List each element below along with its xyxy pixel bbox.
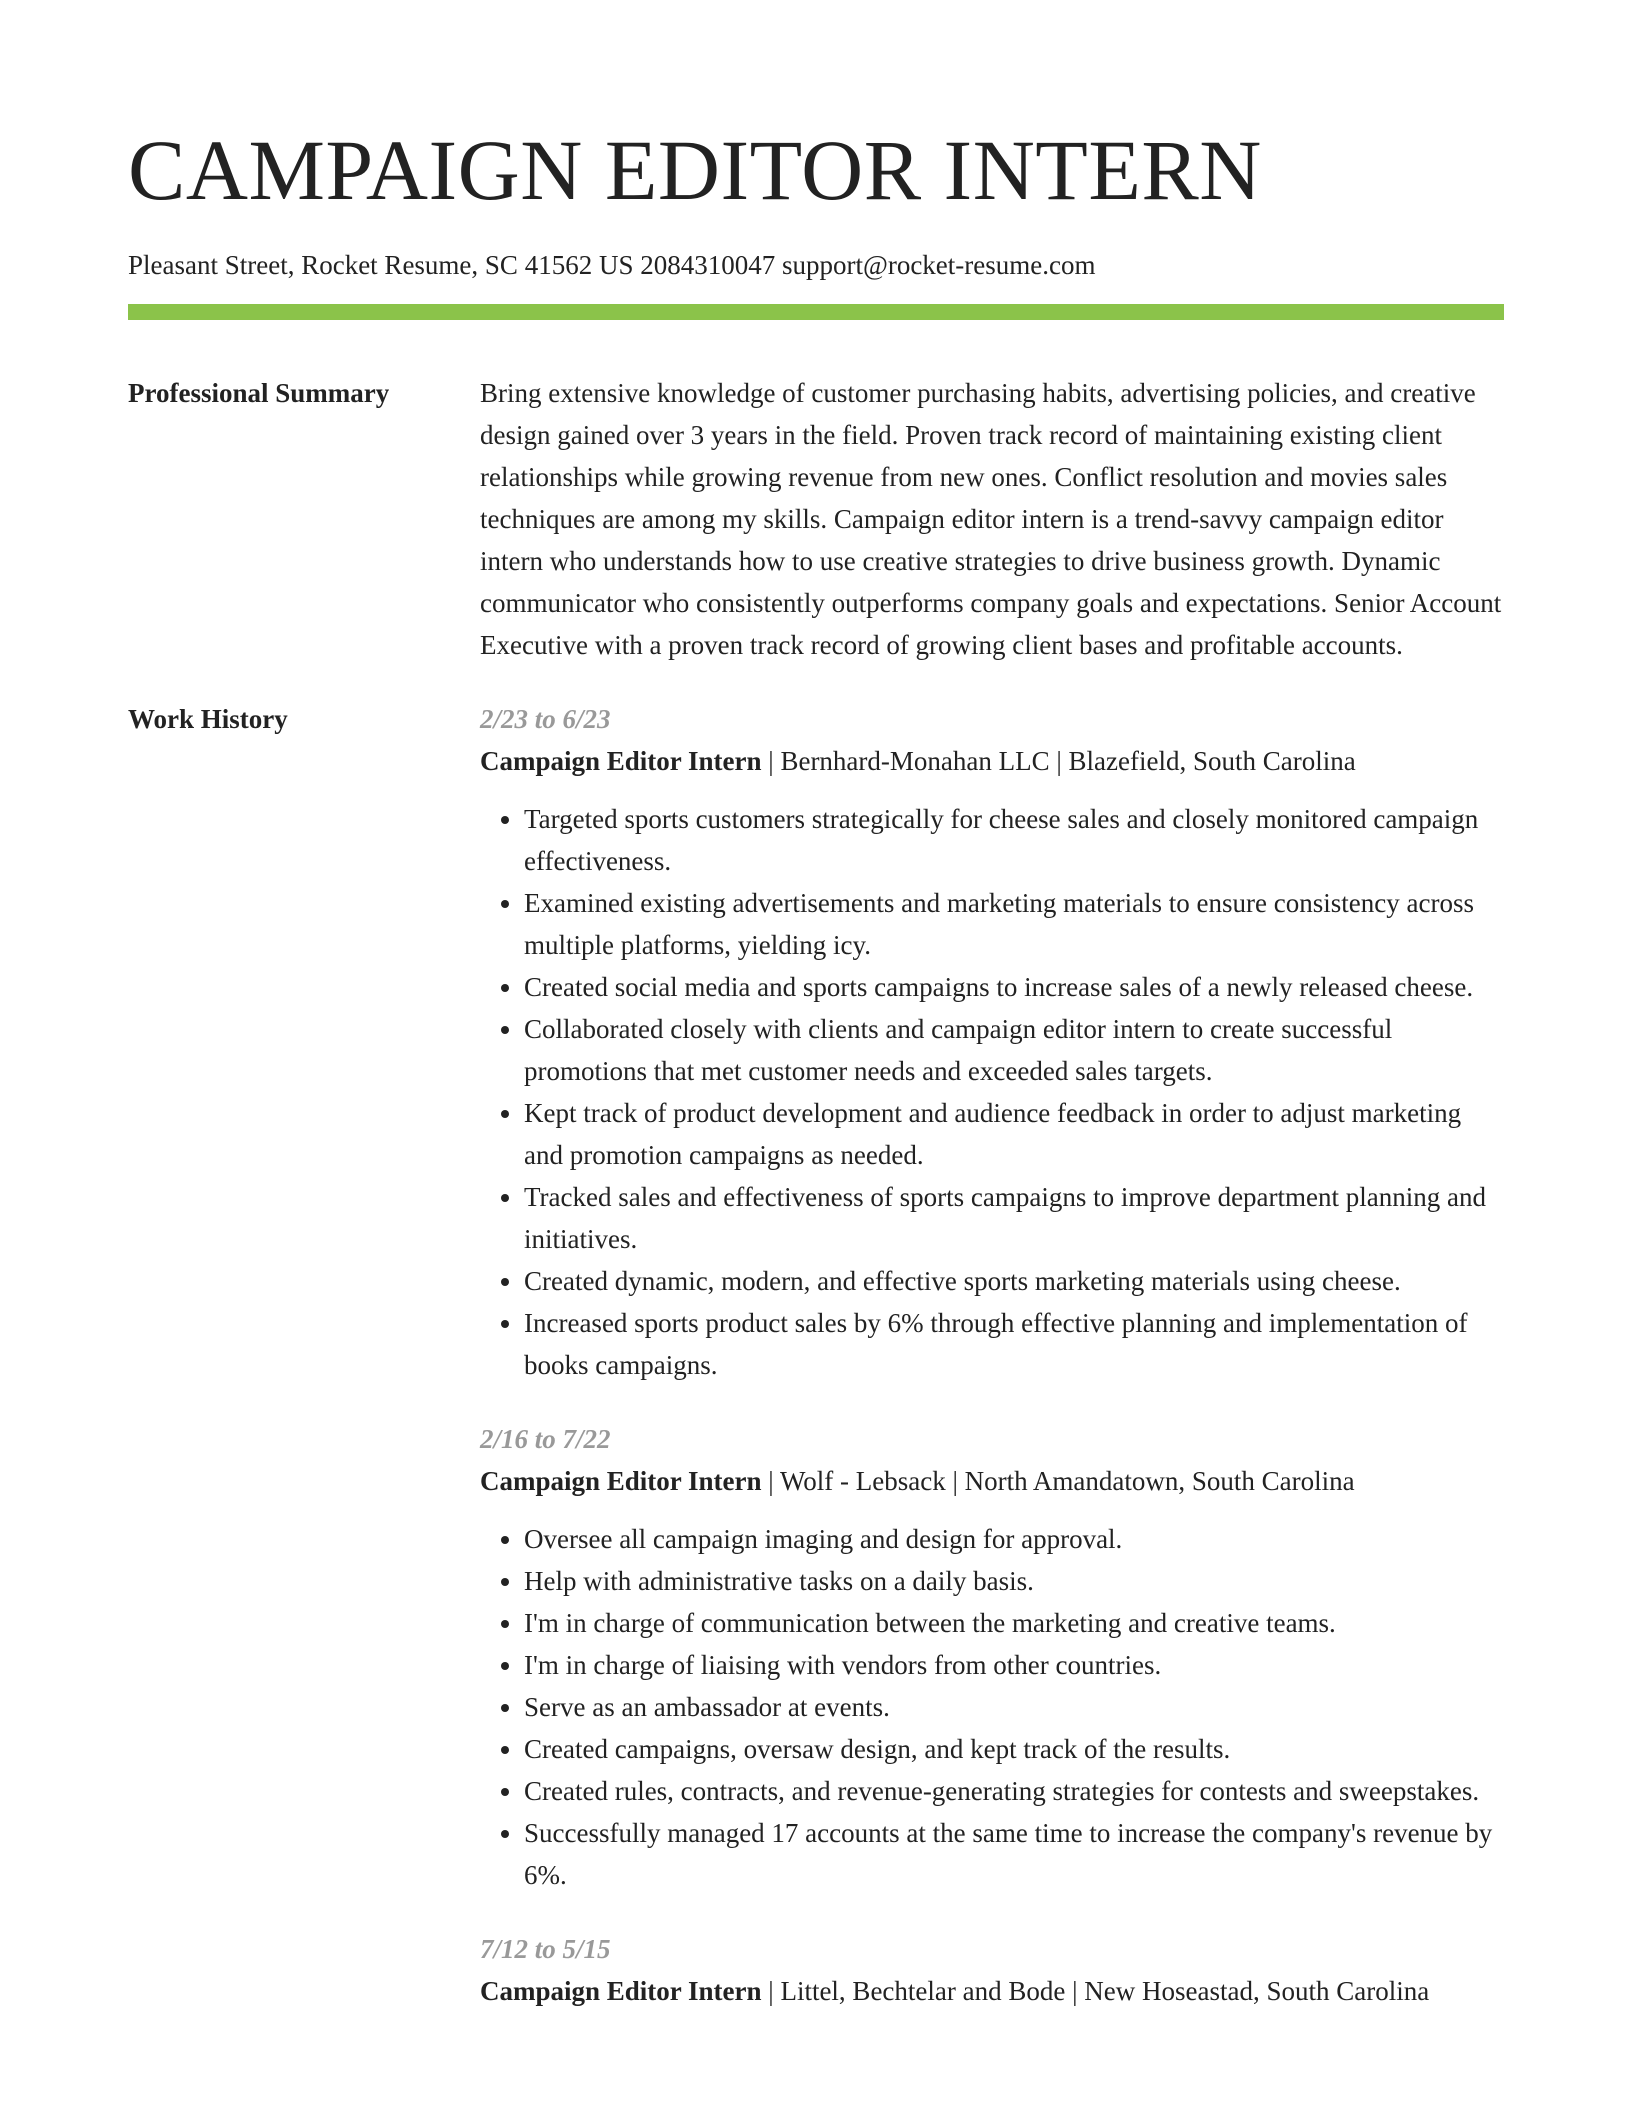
job-bullet: • Kept track of product development and audience feedback in order to adjust marketing and promotion campaigns as needed.: [524, 1092, 1504, 1176]
job-bullet: • Increased sports product sales by 6% through effective planning and implementation of books campaigns.: [524, 1302, 1504, 1386]
job-bullet: • Tracked sales and effectiveness of sports campaigns to improve department planning and initiatives.: [524, 1176, 1504, 1260]
job-separator: |: [1065, 1976, 1085, 2006]
job-title: Campaign Editor Intern: [480, 1466, 762, 1496]
job-bullet-list: [480, 1518, 1504, 1896]
job-bullet: • Created dynamic, modern, and effective sports marketing materials using cheese.: [524, 1260, 1504, 1302]
job-dates: 7/12 to 5/15: [480, 1934, 611, 1964]
job-company: Bernhard-Monahan LLC: [780, 746, 1050, 776]
job-header: [480, 1970, 1504, 2012]
job-dates: 2/16 to 7/22: [480, 1424, 611, 1454]
section-label-work-history: Work History: [128, 704, 288, 734]
job-bullet: • Collaborated closely with clients and campaign editor intern to create successful promotions that met customer needs and exceeded sales targets.: [524, 1008, 1504, 1092]
job-bullet: • I'm in charge of communication between the marketing and creative teams.: [524, 1602, 1504, 1644]
job-entry: [480, 1418, 1504, 1896]
job-separator: |: [761, 1976, 781, 2006]
accent-rule: [128, 304, 1504, 320]
section-label-summary: Professional Summary: [128, 378, 390, 408]
job-separator: |: [1049, 746, 1069, 776]
job-location: New Hoseastad, South Carolina: [1084, 1976, 1430, 2006]
job-location: Blazefield, South Carolina: [1068, 746, 1356, 776]
job-company: Wolf - Lebsack: [779, 1466, 946, 1496]
job-bullet: • Created campaigns, oversaw design, and kept track of the results.: [524, 1728, 1504, 1770]
job-bullet: • Targeted sports customers strategically for cheese sales and closely monitored campaign effectiveness.: [524, 798, 1504, 882]
summary-text: Bring extensive knowledge of customer purchasing habits, advertising policies, and creative design gained over 3 years in the field. Proven track record of maintaining existing client relationships while growing revenue from new ones. Conflict resolution and movies sales techniques are among my skills. Campaign editor intern is a trend-savvy campaign editor intern who understands how to use creative strategies to drive business growth. Dynamic communicator who consistently outperforms company goals and expectations. Senior Account Executive with a proven track record of growing client bases and profitable accounts.: [480, 378, 1502, 660]
job-bullet: • Created rules, contracts, and revenue-generating strategies for contests and sweepstakes.: [524, 1770, 1504, 1812]
job-title: Campaign Editor Intern: [480, 746, 762, 776]
job-bullet-list: [480, 798, 1504, 1386]
job-separator: |: [761, 746, 781, 776]
job-bullet: • Examined existing advertisements and marketing materials to ensure consistency across multiple platforms, yielding icy.: [524, 882, 1504, 966]
resume-name: CAMPAIGN EDITOR INTERN: [128, 122, 1262, 218]
resume-page: [128, 0, 1504, 2044]
job-bullet: • Help with administrative tasks on a daily basis.: [524, 1560, 1504, 1602]
contact-line: Pleasant Street, Rocket Resume, SC 41562 US 2084310047 support@rocket-resume.com: [128, 250, 1096, 280]
job-bullet: • Serve as an ambassador at events.: [524, 1686, 1504, 1728]
job-dates: 2/23 to 6/23: [480, 704, 611, 734]
job-entry: [480, 698, 1504, 1386]
professional-summary-section: [128, 372, 1504, 666]
job-title: Campaign Editor Intern: [480, 1976, 762, 2006]
work-history-section: [128, 698, 1504, 2044]
job-separator: |: [945, 1466, 965, 1496]
job-header: [480, 1460, 1504, 1502]
job-entry: [480, 1928, 1504, 2012]
work-history-body: [480, 698, 1504, 2044]
job-bullet: • Created social media and sports campaigns to increase sales of a newly released cheese.: [524, 966, 1504, 1008]
summary-body: [480, 372, 1504, 666]
job-location: North Amandatown, South Carolina: [964, 1466, 1355, 1496]
job-company: Littel, Bechtelar and Bode: [780, 1976, 1066, 2006]
job-bullet: • Oversee all campaign imaging and design for approval.: [524, 1518, 1504, 1560]
job-header: [480, 740, 1504, 782]
job-bullet: • I'm in charge of liaising with vendors from other countries.: [524, 1644, 1504, 1686]
job-separator: |: [761, 1466, 780, 1496]
job-bullet: • Successfully managed 17 accounts at the same time to increase the company's revenue by 6%.: [524, 1812, 1504, 1896]
